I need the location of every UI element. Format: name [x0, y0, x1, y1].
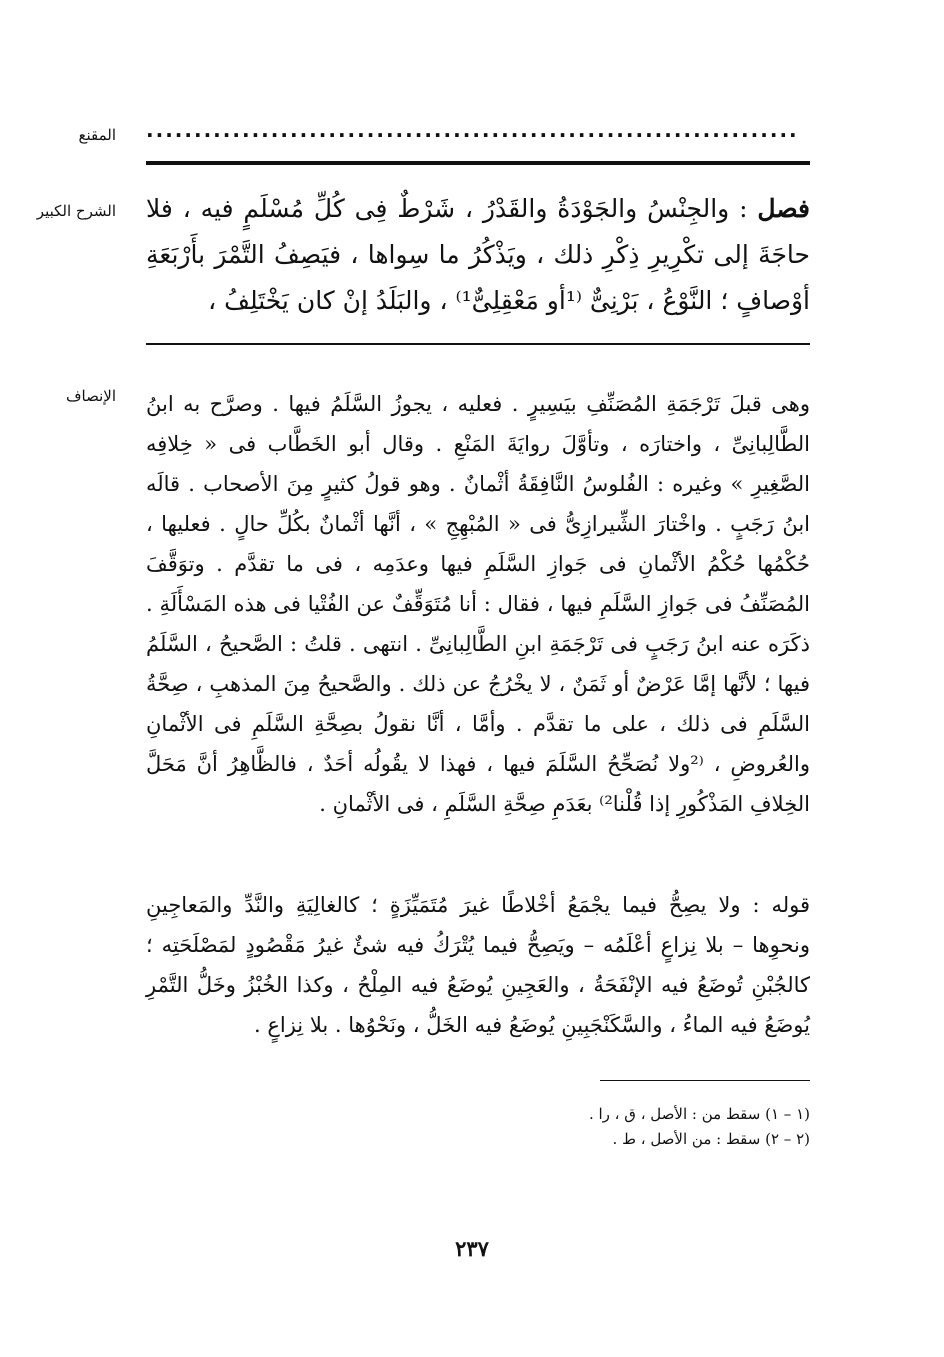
- qawl-block: [146, 885, 810, 1045]
- insaf-block: [146, 384, 810, 824]
- sharh-label: الشرح الكبير: [36, 202, 116, 220]
- header-rule: [146, 161, 810, 165]
- footnote-2: (٢ – ٢) سقط : من الأصل ، ط .: [612, 1130, 810, 1148]
- footnote-rule: [600, 1080, 810, 1081]
- footnotes: [400, 1102, 810, 1152]
- header-dots: ....................................................................: [146, 118, 799, 138]
- section-divider: [146, 343, 810, 345]
- insaf-label: الإنصاف: [65, 387, 116, 405]
- sharh-block: [146, 186, 810, 324]
- sharh-text: : والجِنْسُ والجَوْدَةُ والقَدْرُ ، شَرْطٌ فِى كُلِّ مُسْلَمٍ فيه ، فلا حاجَةَ إلى تكْرِيرِ ذِكْرِ ذلك ، ويَذْكُرُ ما سِواها ، فيَصِفُ التَّمْرَ بأَرْبَعَةِ أوْصافٍ ؛ النَّوْعُ ، بَرْنِىٌّ ⁽¹أو مَعْقِلِىٌّ¹⁾ ، والبَلَدُ إنْ كان يَخْتَلِفُ ،: [146, 194, 810, 315]
- section-heading: فصل: [757, 194, 810, 223]
- qawl-text: قوله : ولا يصِحُّ فيما يجْمَعُ أخْلاطًا غيرَ مُتَمَيِّزَةٍ ؛ كالغالِيَةِ والنَّدِّ والمَعاجِينِ ونحوِها – بلا نِزاعٍ أعْلَمُه – ويَصِحُّ فيما يُتْرَكُ فيه شئٌ غيرُ مَقْصُودٍ لمَصْلَحَتِه ؛ كالجُبْنِ تُوضَعُ فيه الإنْفَحَةُ ، والعَجِينِ يُوضَعُ فيه المِلْحُ ، وكذا الخُبْزُ وخَلُّ التَّمْرِ يُوضَعُ فيه الماءُ ، والسَّكَنْجَبِينِ يُوضَعُ فيه الخَلُّ ، ونَحْوُها . بلا نِزاعٍ .: [146, 893, 810, 1037]
- running-title: المقنع: [78, 126, 116, 144]
- insaf-text: وهى قبلَ تَرْجَمَةِ المُصَنِّفِ بيَسِيرٍ . فعليه ، يجوزُ السَّلَمُ فيها . وصرَّح به ابنُ الطَّالِبانِىِّ ، واختارَه ، وتأوَّلَ روايَةَ المَنْعِ . وقال أبو الخَطَّاب فى « خِلافِه الصَّغِيرِ » وغيره : الفُلوسُ النَّافِقَةُ أثْمانٌ . وهو قولُ كثيرٍ مِنَ الأصحاب . قالَه ابنُ رَجَبٍ . واخْتارَ الشِّيرازِىُّ فى « المُبْهِجِ » ، أنَّها أثْمانٌ بكُلِّ حالٍ . فعليها ، حُكْمُها حُكْمُ الأثْمانِ فى جَوازِ السَّلَمِ فيها وعدَمِه ، فى ما تقدَّم . وتوَقَّفَ المُصَنِّفُ فى جَوازِ السَّلَمِ فيها ، فقال : أنا مُتَوَقِّفٌ عن الفُتْيا فى هذه المَسْأَلَةِ . ذكَرَه عنه ابنُ رَجَبٍ فى تَرْجَمَةِ ابنِ الطَّالِبانِىِّ . انتهى . قلتُ : الصَّحيحُ ، السَّلَمُ فيها ؛ لأنَّها إمَّا عَرْضٌ أو ثَمَنٌ ، لا يخْرُجُ عن ذلك . والصَّحيحُ مِنَ المذهبِ ، صِحَّةُ السَّلَمِ فى ذلك ، على ما تقدَّم . وأمَّا ، أنَّا نقولُ بصِحَّةِ السَّلَمِ فى الأثْمانِ والعُروضِ ، ⁽²ولا نُصَحِّحُ السَّلَمَ فيها ، فهذا لا يقُولُه أحَدٌ ، فالظَّاهِرُ أنَّ مَحَلَّ الخِلافِ المَذْكُورِ إذا قُلْنا²⁾ بعَدَمِ صِحَّةِ السَّلَمِ ، فى الأثْمانِ .: [146, 392, 810, 816]
- sharh-paragraph: [146, 186, 810, 324]
- footnote-1: (١ – ١) سقط من : الأصل ، ق ، را .: [588, 1105, 810, 1123]
- page-number: ٢٣٧: [455, 1236, 489, 1261]
